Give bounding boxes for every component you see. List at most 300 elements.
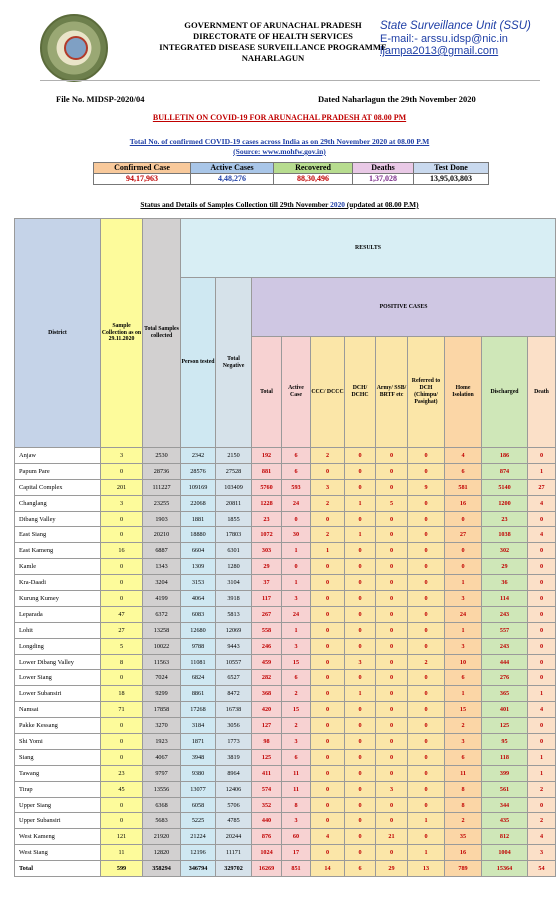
data-cell: 12069 <box>216 622 252 638</box>
data-cell: 6372 <box>143 606 181 622</box>
data-cell: 0 <box>311 670 345 686</box>
data-cell: 0 <box>376 559 408 575</box>
data-cell: 0 <box>408 686 445 702</box>
data-cell: 1 <box>445 686 482 702</box>
data-cell: 303 <box>252 543 282 559</box>
data-cell: 0 <box>528 559 556 575</box>
data-cell: 1881 <box>181 511 216 527</box>
table-row <box>15 670 556 686</box>
data-cell: 3 <box>282 638 311 654</box>
data-cell: 0 <box>311 575 345 591</box>
data-cell: 111227 <box>143 479 181 495</box>
district-name-cell: Upper Siang <box>15 797 101 813</box>
district-name-cell: Tirap <box>15 781 101 797</box>
data-cell: 444 <box>482 654 528 670</box>
data-cell: 2342 <box>181 448 216 464</box>
district-name-cell: Kra-Daadi <box>15 575 101 591</box>
data-cell: 2 <box>528 813 556 829</box>
data-cell: 11 <box>282 781 311 797</box>
data-cell: 13 <box>408 861 445 877</box>
data-cell: 0 <box>311 845 345 861</box>
header-divider <box>40 80 540 81</box>
data-cell: 0 <box>376 845 408 861</box>
data-cell: 0 <box>311 718 345 734</box>
data-cell: 5 <box>101 638 143 654</box>
results-header: RESULTS <box>181 219 556 278</box>
table-row <box>15 479 556 495</box>
data-cell: 0 <box>311 702 345 718</box>
district-name-cell: Kamle <box>15 559 101 575</box>
data-cell: 1228 <box>252 495 282 511</box>
data-cell: 0 <box>101 527 143 543</box>
data-cell: 3 <box>445 591 482 607</box>
table-row <box>15 765 556 781</box>
data-cell: 3819 <box>216 749 252 765</box>
data-cell: 8 <box>101 654 143 670</box>
data-cell: 24 <box>282 606 311 622</box>
data-cell: 0 <box>101 559 143 575</box>
globe-icon <box>64 36 88 60</box>
data-cell: 0 <box>376 463 408 479</box>
data-cell: 0 <box>445 511 482 527</box>
district-name-cell: Kurung Kumey <box>15 591 101 607</box>
data-cell: 561 <box>482 781 528 797</box>
data-cell: 11171 <box>216 845 252 861</box>
data-cell: 0 <box>376 718 408 734</box>
data-cell: 243 <box>482 606 528 622</box>
table-row <box>15 734 556 750</box>
data-cell: 0 <box>528 670 556 686</box>
data-cell: 3184 <box>181 718 216 734</box>
data-cell: 12196 <box>181 845 216 861</box>
data-cell: 11563 <box>143 654 181 670</box>
data-cell: 0 <box>528 622 556 638</box>
data-cell: 17268 <box>181 702 216 718</box>
district-name-cell: Capital Complex <box>15 479 101 495</box>
data-cell: 368 <box>252 686 282 702</box>
data-cell: 0 <box>101 511 143 527</box>
data-cell: 0 <box>376 527 408 543</box>
table-row <box>15 845 556 861</box>
table-row <box>15 829 556 845</box>
data-cell: 8 <box>445 781 482 797</box>
summary-value-cell: 94,17,963 <box>94 174 191 185</box>
data-cell: 4199 <box>143 591 181 607</box>
data-cell: 0 <box>101 734 143 750</box>
data-cell: 0 <box>345 781 376 797</box>
data-cell: 127 <box>252 718 282 734</box>
data-cell: 0 <box>408 781 445 797</box>
data-cell: 0 <box>311 654 345 670</box>
data-cell: 0 <box>408 734 445 750</box>
data-cell: 13258 <box>143 622 181 638</box>
data-cell: 3 <box>528 845 556 861</box>
data-cell: 27 <box>528 479 556 495</box>
data-cell: 0 <box>376 670 408 686</box>
data-cell: 9788 <box>181 638 216 654</box>
data-cell: 28736 <box>143 463 181 479</box>
data-cell: 6 <box>445 670 482 686</box>
data-cell: 1 <box>445 622 482 638</box>
data-cell: 358294 <box>143 861 181 877</box>
data-cell: 0 <box>376 702 408 718</box>
table-row <box>15 591 556 607</box>
data-cell: 0 <box>345 765 376 781</box>
data-cell: 0 <box>345 622 376 638</box>
data-cell: 0 <box>311 686 345 702</box>
data-cell: 1 <box>311 543 345 559</box>
data-cell: 8 <box>282 797 311 813</box>
data-cell: 95 <box>482 734 528 750</box>
data-cell: 11081 <box>181 654 216 670</box>
data-cell: 13077 <box>181 781 216 797</box>
data-cell: 0 <box>528 638 556 654</box>
status-title-year: 2020 <box>330 200 345 209</box>
data-cell: 2530 <box>143 448 181 464</box>
data-cell: 282 <box>252 670 282 686</box>
table-row <box>15 638 556 654</box>
data-cell: 27 <box>101 622 143 638</box>
summary-header-row <box>94 163 489 174</box>
summary-value-row <box>94 174 489 185</box>
data-cell: 0 <box>345 829 376 845</box>
data-cell: 20244 <box>216 829 252 845</box>
data-cell: 6824 <box>181 670 216 686</box>
data-cell: 7024 <box>143 670 181 686</box>
discharged-header: Discharged <box>482 337 528 448</box>
district-name-cell: Lohit <box>15 622 101 638</box>
total-row <box>15 861 556 877</box>
data-cell: 558 <box>252 622 282 638</box>
data-cell: 0 <box>376 797 408 813</box>
data-cell: 27528 <box>216 463 252 479</box>
data-cell: 3056 <box>216 718 252 734</box>
data-cell: 15364 <box>482 861 528 877</box>
india-summary-table <box>93 162 489 185</box>
table-row <box>15 606 556 622</box>
data-cell: 881 <box>252 463 282 479</box>
data-cell: 1 <box>528 765 556 781</box>
total-negative-header: Total Negative <box>216 278 252 448</box>
data-cell: 1 <box>345 527 376 543</box>
data-cell: 0 <box>408 718 445 734</box>
table-row <box>15 797 556 813</box>
data-cell: 0 <box>101 463 143 479</box>
data-cell: 47 <box>101 606 143 622</box>
data-cell: 4 <box>528 495 556 511</box>
table-row <box>15 575 556 591</box>
data-cell: 0 <box>408 622 445 638</box>
district-name-cell: Shi Yomi <box>15 734 101 750</box>
data-cell: 54 <box>528 861 556 877</box>
data-cell: 2 <box>528 781 556 797</box>
data-cell: 10 <box>445 654 482 670</box>
data-cell: 8861 <box>181 686 216 702</box>
table-row <box>15 511 556 527</box>
summary-header-cell: Recovered <box>274 163 353 174</box>
data-cell: 4 <box>528 527 556 543</box>
positive-cases-header: POSITIVE CASES <box>252 278 556 337</box>
data-cell: 876 <box>252 829 282 845</box>
data-cell: 8 <box>445 797 482 813</box>
data-cell: 0 <box>101 591 143 607</box>
data-cell: 2150 <box>216 448 252 464</box>
data-cell: 3 <box>282 734 311 750</box>
ssu-email-2[interactable]: ljampa2013@gmail.com <box>380 45 499 57</box>
data-cell: 9 <box>408 479 445 495</box>
data-cell: 114 <box>482 591 528 607</box>
data-cell: 3104 <box>216 575 252 591</box>
data-cell: 329702 <box>216 861 252 877</box>
data-cell: 9443 <box>216 638 252 654</box>
data-cell: 0 <box>528 734 556 750</box>
data-cell: 9299 <box>143 686 181 702</box>
data-cell: 0 <box>345 463 376 479</box>
data-cell: 2 <box>311 527 345 543</box>
data-cell: 0 <box>101 749 143 765</box>
data-cell: 1 <box>408 813 445 829</box>
total-samples-header: Total Samples collected <box>143 219 181 448</box>
data-cell: 1038 <box>482 527 528 543</box>
data-cell: 0 <box>345 511 376 527</box>
data-cell: 0 <box>408 829 445 845</box>
data-cell: 2 <box>311 448 345 464</box>
data-cell: 401 <box>482 702 528 718</box>
data-cell: 27 <box>445 527 482 543</box>
date-line: Dated Naharlagun the 29th November 2020 <box>318 94 476 104</box>
data-cell: 0 <box>528 718 556 734</box>
data-cell: 0 <box>376 734 408 750</box>
source-link[interactable]: (Source: www.mohfw.gov.in) <box>233 147 326 156</box>
data-cell: 789 <box>445 861 482 877</box>
data-cell: 6527 <box>216 670 252 686</box>
data-cell: 3153 <box>181 575 216 591</box>
data-cell: 0 <box>408 448 445 464</box>
data-cell: 29 <box>482 559 528 575</box>
data-cell: 0 <box>345 718 376 734</box>
data-cell: 4 <box>311 829 345 845</box>
table-row <box>15 718 556 734</box>
army-header: Army/ SSB/ BRTF etc <box>376 337 408 448</box>
data-cell: 0 <box>408 606 445 622</box>
data-cell: 21224 <box>181 829 216 845</box>
data-cell: 0 <box>376 606 408 622</box>
district-name-cell: Lower Siang <box>15 670 101 686</box>
data-cell: 4 <box>528 829 556 845</box>
data-cell: 3948 <box>181 749 216 765</box>
data-cell: 118 <box>482 749 528 765</box>
gov-line: DIRECTORATE OF HEALTH SERVICES <box>193 31 353 41</box>
data-cell: 12406 <box>216 781 252 797</box>
data-cell: 0 <box>408 797 445 813</box>
data-cell: 6 <box>445 749 482 765</box>
data-cell: 0 <box>408 495 445 511</box>
data-cell: 0 <box>445 543 482 559</box>
data-cell: 0 <box>282 511 311 527</box>
data-cell: 1923 <box>143 734 181 750</box>
data-cell: 276 <box>482 670 528 686</box>
ssu-title: State Surveillance Unit (SSU) <box>380 20 531 32</box>
data-cell: 0 <box>408 638 445 654</box>
data-cell: 1072 <box>252 527 282 543</box>
data-cell: 18880 <box>181 527 216 543</box>
data-cell: 3 <box>445 638 482 654</box>
status-title-text: Status and Details of Samples Collection till 29th November <box>140 200 331 209</box>
data-cell: 3 <box>345 654 376 670</box>
data-cell: 16 <box>101 543 143 559</box>
data-cell: 5140 <box>482 479 528 495</box>
sample-collection-header: Sample Collection as on 29.11.2020 <box>101 219 143 448</box>
district-name-cell: East Siang <box>15 527 101 543</box>
data-cell: 874 <box>482 463 528 479</box>
data-cell: 459 <box>252 654 282 670</box>
data-cell: 0 <box>408 749 445 765</box>
data-cell: 4 <box>528 702 556 718</box>
data-cell: 812 <box>482 829 528 845</box>
data-cell: 12680 <box>181 622 216 638</box>
data-cell: 14 <box>311 861 345 877</box>
district-name-cell: Anjaw <box>15 448 101 464</box>
data-cell: 16 <box>445 845 482 861</box>
india-total-heading <box>0 137 559 157</box>
data-cell: 17858 <box>143 702 181 718</box>
data-cell: 0 <box>376 622 408 638</box>
data-cell: 10022 <box>143 638 181 654</box>
table-row <box>15 781 556 797</box>
data-cell: 125 <box>482 718 528 734</box>
data-cell: 6604 <box>181 543 216 559</box>
data-cell: 4 <box>445 448 482 464</box>
data-cell: 15 <box>445 702 482 718</box>
data-cell: 0 <box>311 622 345 638</box>
data-cell: 0 <box>345 797 376 813</box>
data-cell: 2 <box>445 718 482 734</box>
summary-value-cell: 88,30,496 <box>274 174 353 185</box>
data-cell: 0 <box>528 606 556 622</box>
data-cell: 3 <box>376 781 408 797</box>
data-cell: 45 <box>101 781 143 797</box>
district-header: District <box>15 219 101 448</box>
data-cell: 0 <box>408 511 445 527</box>
data-cell: 851 <box>282 861 311 877</box>
data-cell: 6 <box>282 463 311 479</box>
data-cell: 1 <box>408 845 445 861</box>
data-cell: 599 <box>101 861 143 877</box>
status-title <box>0 200 559 209</box>
table-row <box>15 495 556 511</box>
data-cell: 1855 <box>216 511 252 527</box>
data-cell: 0 <box>101 718 143 734</box>
data-cell: 0 <box>408 463 445 479</box>
ssu-email-1[interactable]: E-mail:- arssu.idsp@nic.in <box>380 32 508 45</box>
data-cell: 0 <box>528 543 556 559</box>
data-cell: 121 <box>101 829 143 845</box>
data-cell: 10557 <box>216 654 252 670</box>
data-cell: 0 <box>408 670 445 686</box>
data-cell: 5813 <box>216 606 252 622</box>
data-cell: 29 <box>376 861 408 877</box>
data-cell: 23 <box>482 511 528 527</box>
data-cell: 440 <box>252 813 282 829</box>
data-cell: 0 <box>101 670 143 686</box>
data-cell: 0 <box>311 606 345 622</box>
data-cell: 1004 <box>482 845 528 861</box>
data-cell: 71 <box>101 702 143 718</box>
data-cell: 0 <box>311 813 345 829</box>
data-cell: 0 <box>311 734 345 750</box>
data-cell: 0 <box>345 479 376 495</box>
data-cell: 346794 <box>181 861 216 877</box>
summary-value-cell: 1,37,028 <box>353 174 414 185</box>
death-header: Death <box>528 337 556 448</box>
data-cell: 1903 <box>143 511 181 527</box>
data-cell: 16738 <box>216 702 252 718</box>
data-cell: 0 <box>345 559 376 575</box>
data-cell: 6887 <box>143 543 181 559</box>
table-row <box>15 702 556 718</box>
data-cell: 3 <box>101 495 143 511</box>
data-cell: 17803 <box>216 527 252 543</box>
data-cell: 0 <box>408 591 445 607</box>
data-cell: 593 <box>282 479 311 495</box>
district-name-cell: Upper Subansiri <box>15 813 101 829</box>
data-cell: 28576 <box>181 463 216 479</box>
data-cell: 4064 <box>181 591 216 607</box>
data-cell: 30 <box>282 527 311 543</box>
data-cell: 0 <box>376 813 408 829</box>
data-cell: 60 <box>282 829 311 845</box>
data-cell: 0 <box>345 702 376 718</box>
data-cell: 365 <box>482 686 528 702</box>
summary-header-cell: Active Cases <box>191 163 274 174</box>
data-cell: 0 <box>408 575 445 591</box>
data-cell: 1 <box>282 622 311 638</box>
data-cell: 0 <box>376 654 408 670</box>
table-row <box>15 527 556 543</box>
data-cell: 0 <box>376 543 408 559</box>
data-cell: 2 <box>445 813 482 829</box>
data-cell: 3918 <box>216 591 252 607</box>
data-cell: 23 <box>101 765 143 781</box>
data-cell: 0 <box>311 765 345 781</box>
data-cell: 411 <box>252 765 282 781</box>
data-cell: 0 <box>345 845 376 861</box>
summary-value-cell: 13,95,03,803 <box>414 174 489 185</box>
data-cell: 3 <box>282 591 311 607</box>
data-cell: 6083 <box>181 606 216 622</box>
gov-line: NAHARLAGUN <box>241 53 305 63</box>
data-cell: 0 <box>345 543 376 559</box>
data-cell: 0 <box>311 463 345 479</box>
data-cell: 8964 <box>216 765 252 781</box>
data-cell: 0 <box>528 797 556 813</box>
data-cell: 0 <box>345 448 376 464</box>
data-cell: 0 <box>408 527 445 543</box>
data-cell: 0 <box>311 511 345 527</box>
data-cell: 117 <box>252 591 282 607</box>
district-name-cell: Changlang <box>15 495 101 511</box>
data-cell: 0 <box>376 479 408 495</box>
data-cell: 0 <box>311 638 345 654</box>
data-cell: 0 <box>311 781 345 797</box>
data-cell: 12820 <box>143 845 181 861</box>
data-cell: 24 <box>282 495 311 511</box>
data-cell: 2 <box>282 718 311 734</box>
data-cell: 3204 <box>143 575 181 591</box>
data-cell: 0 <box>376 686 408 702</box>
data-cell: 0 <box>345 670 376 686</box>
district-name-cell: Siang <box>15 749 101 765</box>
